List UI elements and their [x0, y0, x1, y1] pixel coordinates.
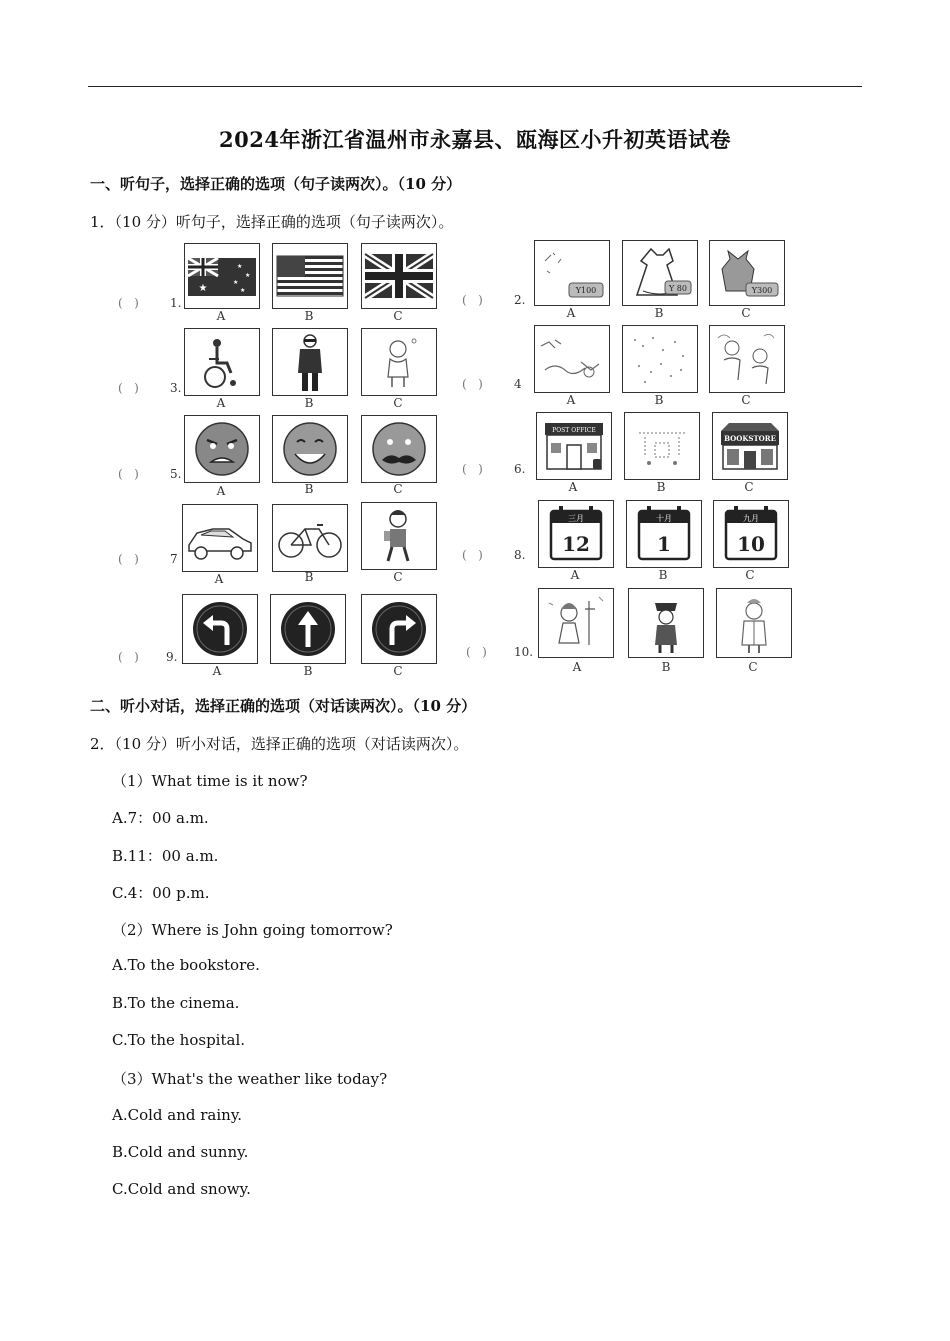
answer-blank[interactable]: ( )	[118, 650, 139, 664]
section-1-heading: 一、听句子，选择正确的选项（句子读两次）。（10 分）	[90, 175, 462, 193]
option-label-c: C	[745, 568, 755, 582]
post-office-sign: POST OFFICE	[552, 427, 596, 434]
boy-walking-icon[interactable]	[361, 502, 437, 570]
scene-sketch-icon[interactable]	[534, 325, 610, 393]
bag-price-300-icon[interactable]	[709, 240, 785, 306]
item-number: 9.	[166, 650, 178, 664]
option-label-b: B	[304, 482, 314, 496]
option-label-c: C	[393, 396, 403, 410]
option-label-b: B	[304, 309, 314, 323]
option-label-b: B	[658, 568, 668, 582]
option-1-c[interactable]: C.4：00 p.m.	[112, 884, 210, 902]
svg-text:★: ★	[198, 283, 208, 294]
option-1-b[interactable]: B.11：00 a.m.	[112, 847, 219, 865]
calendar-month: 十月	[656, 514, 672, 523]
option-label-a: A	[216, 309, 226, 323]
question-1-text: 1．（10 分）听句子，选择正确的选项（句子读两次）。	[90, 213, 454, 231]
uk-flag-icon[interactable]	[361, 243, 437, 309]
bookstore-icon[interactable]	[712, 412, 788, 480]
option-label-a: A	[568, 480, 578, 494]
bicycle-icon[interactable]	[272, 504, 348, 572]
dress-price-80-icon[interactable]	[622, 240, 698, 306]
sub-question-2: （2）Where is John going tomorrow?	[112, 921, 393, 939]
item-number: 6.	[514, 462, 526, 476]
option-label-a: A	[216, 484, 226, 498]
calendar-month: 九月	[743, 514, 759, 523]
option-label-b: B	[656, 480, 666, 494]
turn-right-sign-icon[interactable]	[361, 594, 437, 664]
calendar-day: 12	[562, 532, 590, 556]
page-title: 2024年浙江省温州市永嘉县、瓯海区小升初英语试卷	[219, 127, 731, 152]
police-officer-icon[interactable]	[628, 588, 704, 658]
option-label-b: B	[654, 393, 664, 407]
option-1-a[interactable]: A.7：00 a.m.	[112, 809, 209, 827]
option-label-a: A	[570, 568, 580, 582]
moustache-face-icon[interactable]	[361, 415, 437, 483]
option-3-c[interactable]: C.Cold and snowy.	[112, 1180, 251, 1198]
car-icon[interactable]	[182, 504, 258, 572]
option-label-a: A	[214, 572, 224, 586]
section-2-heading: 二、听小对话，选择正确的选项（对话读两次）。（10 分）	[90, 697, 477, 715]
option-label-b: B	[661, 660, 671, 674]
man-with-sunglasses-icon[interactable]	[272, 328, 348, 396]
price-text: Y100	[575, 286, 597, 295]
street-sketch-icon[interactable]	[624, 412, 700, 480]
option-label-c: C	[393, 309, 403, 323]
turn-left-sign-icon[interactable]	[182, 594, 258, 664]
option-2-a[interactable]: A.To the bookstore.	[112, 956, 260, 974]
option-2-c[interactable]: C.To the hospital.	[112, 1031, 246, 1049]
girl-drawing-icon[interactable]	[538, 588, 614, 658]
price-text: Y 80	[668, 284, 688, 293]
svg-text:★: ★	[233, 279, 239, 286]
post-office-icon[interactable]	[536, 412, 612, 480]
option-label-c: C	[744, 480, 754, 494]
option-2-b[interactable]: B.To the cinema.	[112, 994, 240, 1012]
option-label-c: C	[748, 660, 758, 674]
answer-blank[interactable]: ( )	[118, 467, 139, 481]
calendar-month: 三月	[568, 514, 584, 523]
boy-thinking-icon[interactable]	[361, 328, 437, 396]
option-label-a: A	[566, 306, 576, 320]
calendar-september-10-icon[interactable]	[713, 500, 789, 568]
smiling-face-icon[interactable]	[272, 415, 348, 483]
header-rule	[88, 86, 862, 87]
option-label-a: A	[572, 660, 582, 674]
option-label-b: B	[304, 570, 314, 584]
item-number: 7	[170, 552, 178, 566]
question-2-text: 2．（10 分）听小对话，选择正确的选项（对话读两次）。	[90, 735, 469, 753]
calendar-day: 1	[657, 532, 671, 556]
item-number: 1.	[170, 296, 182, 310]
item-number: 10.	[514, 645, 534, 659]
svg-text:★: ★	[237, 263, 243, 270]
calendar-day: 10	[737, 532, 765, 556]
item-number: 3.	[170, 381, 182, 395]
item-number: 2.	[514, 293, 526, 307]
angry-face-icon[interactable]	[184, 415, 260, 483]
dotted-scene-icon[interactable]	[622, 325, 698, 393]
wheelchair-person-icon[interactable]	[184, 328, 260, 396]
option-label-b: B	[304, 396, 314, 410]
option-label-c: C	[741, 306, 751, 320]
calendar-october-1-icon[interactable]	[626, 500, 702, 568]
answer-blank[interactable]: ( )	[462, 462, 483, 476]
answer-blank[interactable]: ( )	[118, 381, 139, 395]
children-playing-icon[interactable]	[709, 325, 785, 393]
option-label-c: C	[393, 482, 403, 496]
answer-blank[interactable]: ( )	[466, 645, 487, 659]
calendar-march-12-icon[interactable]	[538, 500, 614, 568]
option-label-b: B	[303, 664, 313, 678]
usa-flag-icon[interactable]	[272, 243, 348, 309]
svg-text:★: ★	[240, 287, 246, 294]
bookstore-sign: BOOKSTORE	[724, 434, 776, 443]
australia-flag-icon[interactable]	[184, 243, 260, 309]
option-label-c: C	[393, 570, 403, 584]
answer-blank[interactable]: ( )	[462, 293, 483, 307]
option-3-a[interactable]: A.Cold and rainy.	[112, 1106, 243, 1124]
answer-blank[interactable]: ( )	[118, 552, 139, 566]
sub-question-1: （1）What time is it now?	[112, 772, 308, 790]
option-label-b: B	[654, 306, 664, 320]
go-straight-sign-icon[interactable]	[270, 594, 346, 664]
option-label-c: C	[393, 664, 403, 678]
doctor-icon[interactable]	[716, 588, 792, 658]
answer-blank[interactable]: ( )	[118, 296, 139, 310]
sub-question-3: （3）What's the weather like today?	[112, 1070, 388, 1088]
answer-blank[interactable]: ( )	[462, 548, 483, 562]
item-number: 5.	[170, 467, 182, 481]
answer-blank[interactable]: ( )	[462, 377, 483, 391]
option-3-b[interactable]: B.Cold and sunny.	[112, 1143, 249, 1161]
option-label-c: C	[741, 393, 751, 407]
option-label-a: A	[566, 393, 576, 407]
option-label-a: A	[216, 396, 226, 410]
price-tag-100-icon[interactable]	[534, 240, 610, 306]
item-number: 8.	[514, 548, 526, 562]
price-text: Y300	[751, 286, 773, 295]
option-label-a: A	[212, 664, 222, 678]
item-number: 4	[514, 377, 522, 391]
svg-text:★: ★	[245, 272, 251, 279]
